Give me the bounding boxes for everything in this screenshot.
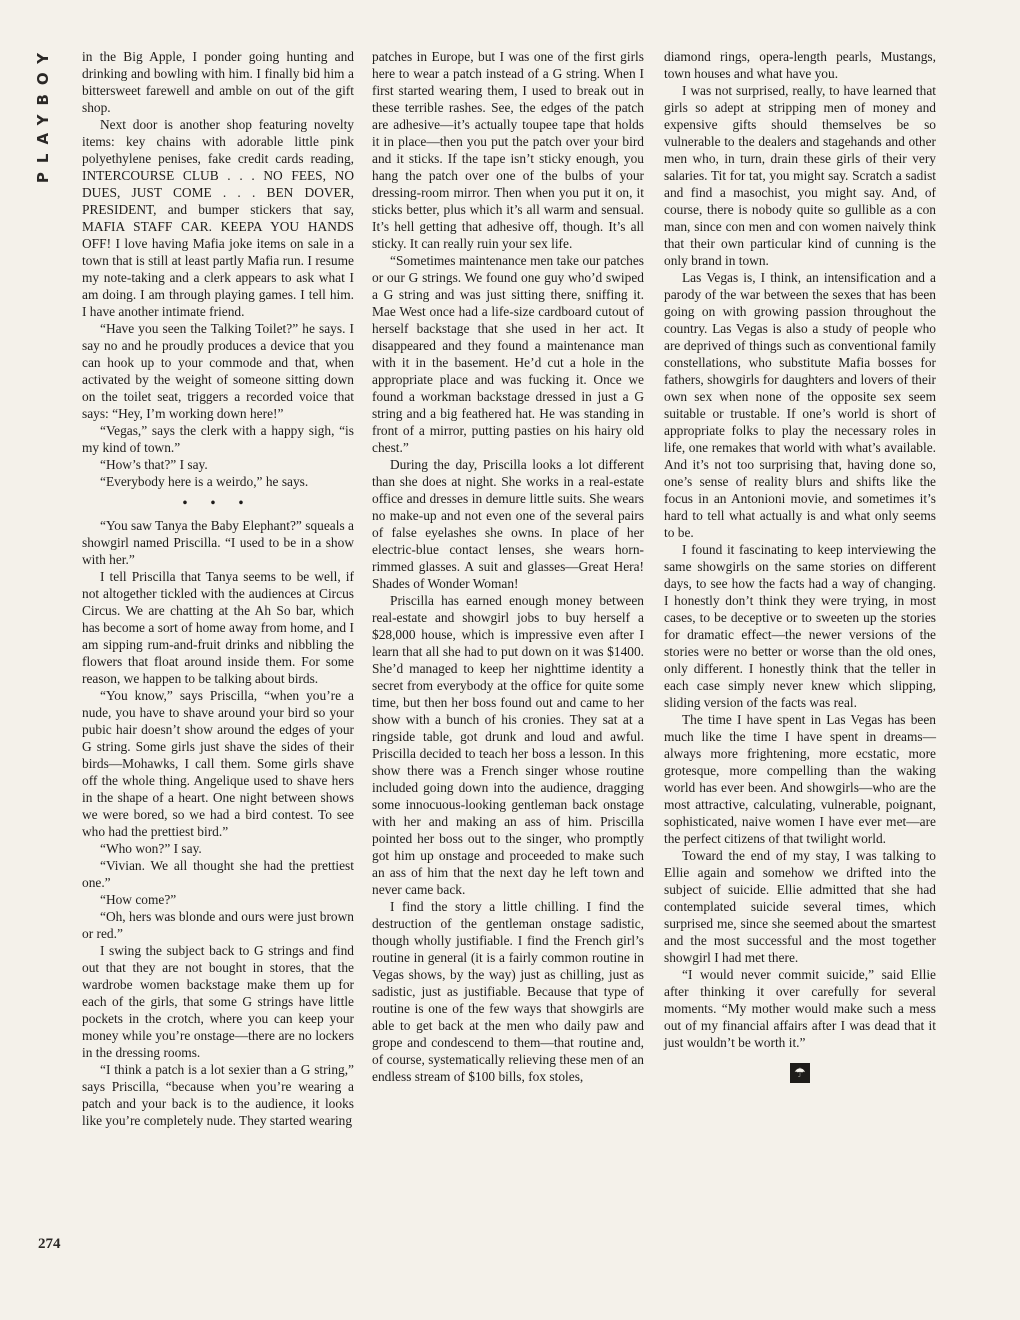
paragraph: The time I have spent in Las Vegas has been much like the time I have spent in dreams—always more frightening, more ecstatic, more grotesque, more compelling than the waking world has ever been. And showgirls—who are the most attractive, calculating, vulnerable, poignant, sophisticated, naive women I have ever met—are the perfect citizens of that twilight world.: [664, 712, 936, 846]
paragraph: “Vegas,” says the clerk with a happy sigh, “is my kind of town.”: [82, 423, 354, 455]
paragraph: Priscilla has earned enough money between real-estate and showgirl jobs to buy herself a $28,000 house, which is impressive even after I learn that all she had to put down on it was $1400. She’d managed to keep her nighttime identity a secret from everybody at the office for quite some time, but then her boss found out and came to her show with a bunch of his cronies. They sat at a ringside table, got drunk and loud and awful. Priscilla decided to teach her boss a lesson. In this show there was a French singer whose routine included going down into the audience, dragging some innocuous-looking gentleman back onstage with her and making an ass of him. Priscilla pointed her boss out to the singer, who promptly got him up onstage and proceeded to make such an ass of him that the next day he left town and never came back.: [372, 593, 644, 897]
paragraph: “I would never commit suicide,” said Ellie after thinking it over carefully for several moments. “My mother would make such a mess out of my financial affairs after I was dead that it just wouldn’t be worth it.”: [664, 967, 936, 1050]
paragraph: in the Big Apple, I ponder going hunting and drinking and bowling with him. I finally bid him a bittersweet farewell and amble on out of the gift shop.: [82, 49, 354, 115]
paragraph: “Oh, hers was blonde and ours were just brown or red.”: [82, 909, 354, 941]
text-column-3: [664, 48, 936, 1083]
paragraph: Next door is another shop featuring novelty items: key chains with adorable little pink polyethylene penises, fake credit cards reading, INTERCOURSE CLUB . . . NO FEES, NO DUES, JUST COME . . . BEN DOVER, PRESIDENT, and bumper stickers that say, MAFIA STAFF CAR. KEEPA YOU HANDS OFF! I love having Mafia joke items on sale in a town that is still at least partly Mafia run. I resume my note-taking and a clerk appears to ask what I am doing. I am through playing games. I tell him. I have another intimate friend.: [82, 117, 354, 319]
paragraph: I found it fascinating to keep interviewing the same showgirls on the same stories on different days, to see how the facts had a way of changing. I honestly don’t think they were trying, in most cases, to be deceptive or to sweeten up the stories for dramatic effect—the newer versions of the stories were no better or worse than the old ones, only different. I honestly think that the teller in each case simply never knew which slipping, sliding version of the facts was real.: [664, 542, 936, 710]
end-mark-icon: ☂: [790, 1063, 810, 1083]
paragraph: During the day, Priscilla looks a lot different than she does at night. She works in a real-estate office and dresses in demure little suits. She wears no make-up and not even one of the several pairs of false eyelashes she owns. In place of her electric-blue contact lenses, she wears horn-rimmed glasses. A suit and glasses—Great Hera! Shades of Wonder Woman!: [372, 457, 644, 591]
text-column-2: [372, 48, 644, 1085]
paragraph: “Everybody here is a weirdo,” he says.: [100, 474, 309, 489]
paragraph: Toward the end of my stay, I was talking to Ellie again and somehow we drifted into the subject of suicide. Ellie admitted that she had contemplated suicide several times, which surprised me, since she seemed about the smartest and the most successful and the most together showgirl I had met there.: [664, 848, 936, 965]
paragraph: “Who won?” I say.: [100, 841, 202, 856]
paragraph: “I think a patch is a lot sexier than a G string,” says Priscilla, “because when you’re wearing a patch and your back is to the audience, it looks like you’re completely nude. They started wearing: [82, 1062, 354, 1128]
masthead: PLAYBOY: [34, 44, 52, 184]
paragraph: I find the story a little chilling. I find the destruction of the gentleman onstage sadistic, though wholly justifiable. I find the French girl’s routine in general (it is a fairly common routine in Vegas shows, by the way) just as chilling, just as sadistic, just as justifiable. Because that type of routine is one of the few ways that showgirls are able to get back at the men who daily paw and grope and condescend to them—that routine and, of course, systematically relieving these men of an endless stream of $100 bills, fox stoles,: [372, 899, 644, 1084]
text-column-1: [82, 48, 354, 1129]
paragraph: “How’s that?” I say.: [100, 457, 208, 472]
paragraph: “Vivian. We all thought she had the prettiest one.”: [82, 858, 354, 890]
paragraph: “Have you seen the Talking Toilet?” he says. I say no and he proudly produces a device that you can hook up to your commode and that, when activated by the weight of someone sitting down on the toilet seat, triggers a recorded voice that says: “Hey, I’m working down here!”: [82, 321, 354, 421]
paragraph: Las Vegas is, I think, an intensification and a parody of the war between the sexes that has been going on with growing passion throughout the country. Las Vegas is also a study of people who are deprived of things such as conventional family constellations, who substitute Mafia bosses for fathers, showgirls for daughters and lovers of their own sex when none of the opposite sex seem suitable or trustable. If one’s world is short of appropriate folks to play the necessary roles in life, one remakes that world with what’s available. And it’s not too surprising that, having done so, one’s sense of reality blurs and shifts like the focus in an Antonioni movie, and sometimes it’s hard to tell what actually is and what only seems to be.: [664, 270, 936, 540]
paragraph: I swing the subject back to G strings and find out that they are not bought in stores, that the wardrobe women backstage make them up for each of the girls, that some G strings have little pockets in the crotch, where you can keep your money while you’re onstage—there are no lockers in the dressing rooms.: [82, 943, 354, 1060]
paragraph: diamond rings, opera-length pearls, Mustangs, town houses and what have you.: [664, 49, 936, 81]
paragraph: “You saw Tanya the Baby Elephant?” squeals a showgirl named Priscilla. “I used to be in a show with her.”: [82, 518, 354, 567]
paragraph: “How come?”: [100, 892, 177, 907]
paragraph: I tell Priscilla that Tanya seems to be well, if not altogether tickled with the audiences at Circus Circus. We are chatting at the Ah So bar, which has become a sort of home away from home, and I am sipping rum-and-fruit drinks and nibbling the flowers that float around inside them. For some reason, we happen to be talking about birds.: [82, 569, 354, 686]
page-number: 274: [38, 1236, 61, 1252]
paragraph: “Sometimes maintenance men take our patches or our G strings. We found one guy who’d swiped a G string and was just sitting there, sniffing it. Mae West once had a life-size cardboard cutout of herself backstage that she used in her act. It disappeared and they found a maintenance man with it in the basement. He’d cut a hole in the appropriate place and was fucking it. Once we found a workman backstage dressed in just a G string and a big feathered hat. He was standing in front of a mirror, putting pasties on his hairy old chest.”: [372, 253, 644, 455]
paragraph: “You know,” says Priscilla, “when you’re a nude, you have to shave around your bird so your pubic hair doesn’t show around the edges of your G string. Some girls just shave the sides of their birds—Mohawks, I call them. Some girls shave off the whole thing. Angelique used to shave hers in the shape of a heart. One night between shows we were bored, so we had a bird contest. To see who had the prettiest bird.”: [82, 688, 354, 839]
paragraph: patches in Europe, but I was one of the first girls here to wear a patch instead of a G string. When I first started wearing them, I used to break out in these terrible rashes. See, the edges of the patch are adhesive—it’s actually toupee tape that holds it in place—then you put the patch over your bird and it sticks. If the tape isn’t sticky enough, you hang the patch over one of the bulbs of your dressing-room mirror. Then when you put it on, it sticks better, plus which it’s all warm and sensual. It’s hell getting that adhesive off, though. It’s all sticky. It can really ruin your sex life.: [372, 49, 644, 251]
section-break: • • •: [182, 495, 254, 510]
paragraph: I was not surprised, really, to have learned that girls so adept at stripping men of money and expensive gifts should themselves be so vulnerable to the dealers and stagehands and other men who, in turn, drain these girls of their very salaries. Tit for tat, you might say. Scratch a sadist and find a masochist, you might say. And, of course, there is nobody quite so gullible as a con man, since con men and con women naively think that their own particular kind of cunning is the only brand in town.: [664, 83, 936, 268]
